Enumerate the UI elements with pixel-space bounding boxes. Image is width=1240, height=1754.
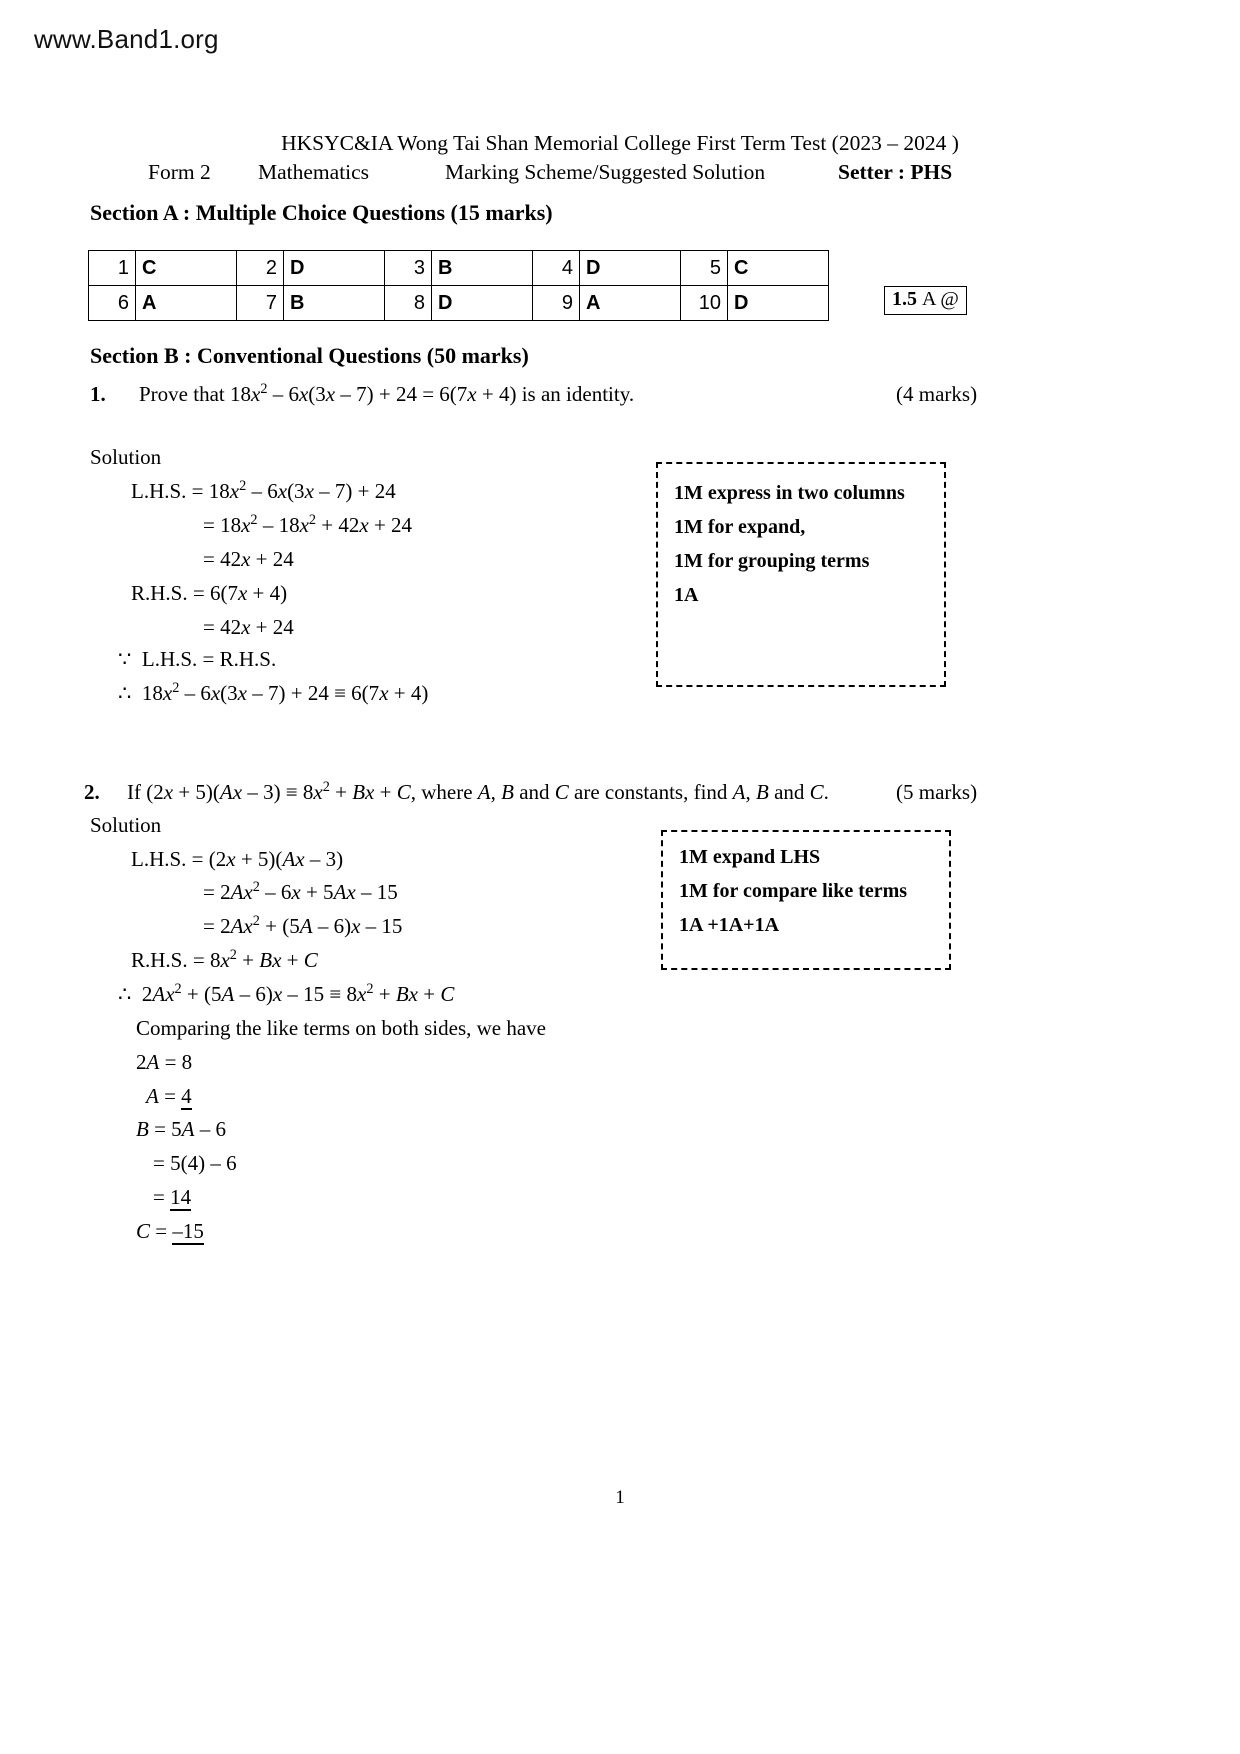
mc-question-number: 9: [533, 286, 580, 321]
q1-mark-line-1: 1M express in two columns: [674, 482, 905, 504]
mc-question-number: 7: [237, 286, 284, 321]
q2-mark-line-3: 1A +1A+1A: [679, 914, 780, 936]
document-header: [90, 128, 1150, 159]
question-1-solution-label: Solution: [90, 445, 162, 469]
school-title-line: HKSYC&IA Wong Tai Shan Memorial College First Term Test (2023 – 2024 ): [281, 131, 959, 155]
marks-note-unit: A @: [922, 288, 959, 310]
q2-line-2a: 2A = 8: [136, 1050, 193, 1074]
mc-question-number: 5: [681, 251, 728, 286]
question-1-mark-box: [656, 462, 946, 687]
q2-line-b-formula: B = 5A – 6: [136, 1117, 226, 1141]
mc-answer-letter: C: [136, 251, 237, 286]
header-subject: Mathematics: [258, 160, 370, 184]
mc-question-number: 6: [89, 286, 136, 321]
q2-mark-line-2: 1M for compare like terms: [679, 880, 908, 902]
mc-question-number: 10: [681, 286, 728, 321]
table-row: [89, 251, 829, 286]
question-2-mark-box: [661, 830, 951, 970]
mc-question-number: 4: [533, 251, 580, 286]
mc-question-number: 8: [385, 286, 432, 321]
mc-question-number: 2: [237, 251, 284, 286]
q2-line-rhs: R.H.S. = $8x^2 + Bx + C$: [131, 947, 318, 972]
q2-line-b-value: = 14: [153, 1185, 192, 1209]
question-2-text: If $(2x + 5)(Ax - 3) \equiv 8x^2 + Bx + C$, where A, B and C are constants, find A, B and C.: [127, 779, 829, 804]
q2-line-c-value: C = –15: [136, 1219, 204, 1243]
q2-line-lhs: L.H.S. = (2x + 5)(Ax – 3): [131, 847, 344, 871]
question-1-number: 1.: [90, 382, 106, 406]
question-1-marks: (4 marks): [896, 382, 978, 406]
marks-note-value: 1.5: [892, 288, 917, 310]
q2-line-expand: = $2Ax^2 - 6x + 5Ax - 15$: [203, 879, 398, 904]
q1-line-rhs: R.H.S. = 6(7x + 4): [131, 581, 288, 605]
q2-line-comparing: Comparing the like terms on both sides, we have: [136, 1016, 547, 1040]
page-number: 1: [615, 1487, 625, 1508]
q2-mark-line-1: 1M expand LHS: [679, 846, 821, 868]
q1-mark-line-3: 1M for grouping terms: [674, 550, 870, 572]
mc-answer-letter: D: [580, 251, 681, 286]
question-2-marks: (5 marks): [896, 780, 978, 804]
mc-answer-table: [88, 250, 829, 321]
mc-answer-letter: D: [284, 251, 385, 286]
question-2-number: 2.: [84, 780, 100, 804]
q2-line-grouped: = $2Ax^2 + (5A - 6)x - 15$: [203, 913, 403, 938]
marks-per-question-note: [884, 286, 967, 315]
header-scheme: Marking Scheme/Suggested Solution: [445, 160, 766, 184]
q2-line-b-substitute: = 5(4) – 6: [153, 1151, 237, 1175]
mc-question-number: 1: [89, 251, 136, 286]
q1-line-rhs-simplified: = 42x + 24: [203, 615, 294, 639]
question-1-text: Prove that $18x^2 - 6x(3x - 7) + 24 = 6(7x + 4)$ is an identity.: [139, 381, 635, 406]
section-b-heading: Section B : Conventional Questions (50 marks): [90, 343, 529, 368]
header-setter: Setter : PHS: [838, 160, 953, 184]
mc-answer-letter: B: [284, 286, 385, 321]
mc-question-number: 3: [385, 251, 432, 286]
mc-answer-letter: A: [580, 286, 681, 321]
question-2-solution-label: Solution: [90, 813, 162, 837]
q1-line-conclusion: ∴ $18x^2 - 6x(3x - 7) + 24 \equiv 6(7x + 4)$: [118, 680, 429, 705]
header-form: Form 2: [148, 160, 211, 184]
mc-answer-letter: A: [136, 286, 237, 321]
q1-line-lhs-simplified: = 42x + 24: [203, 547, 294, 571]
q1-mark-line-4: 1A: [674, 584, 699, 606]
mc-answer-letter: D: [728, 286, 829, 321]
table-row: [89, 286, 829, 321]
site-url-watermark: www.Band1.org: [34, 24, 219, 54]
q1-line-since: ∵ L.H.S. = R.H.S.: [118, 647, 277, 671]
q2-line-a-value: A = 4: [146, 1084, 192, 1108]
q2-line-identity: ∴ $2Ax^2 + (5A - 6)x - 15 \equiv 8x^2 + Bx + C$: [118, 981, 455, 1006]
mc-answer-letter: D: [432, 286, 533, 321]
q1-line-expand: = $18x^2 - 18x^2 + 42x + 24$: [203, 512, 413, 537]
mc-answer-letter: B: [432, 251, 533, 286]
q1-line-lhs: L.H.S. = $18x^2 - 6x(3x - 7) + 24$: [131, 478, 396, 503]
q1-mark-line-2: 1M for expand,: [674, 516, 806, 538]
section-a-heading: Section A : Multiple Choice Questions (15 marks): [90, 200, 553, 225]
mc-answer-letter: C: [728, 251, 829, 286]
